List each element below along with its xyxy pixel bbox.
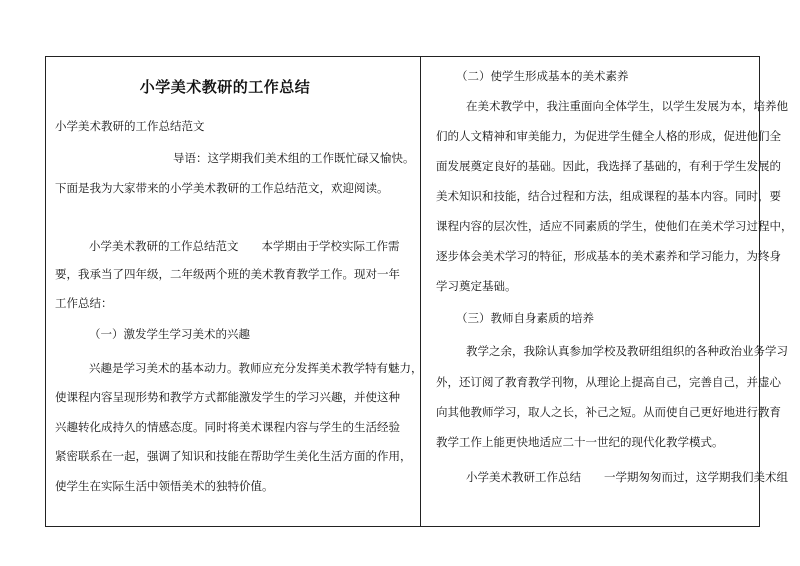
para2-line-3: 兴趣转化成持久的情感态度。同时将美术课程内容与学生的生活经验 [55, 420, 400, 434]
para5-line-1: 小学美术教研工作总结 一学期匆匆而过，这学期我们美术组 [466, 470, 788, 484]
intro-line-2: 下面是我为大家带来的小学美术教研的工作总结范文，欢迎阅读。 [55, 181, 389, 195]
intro-line-1: 导语：这学期我们美术组的工作既忙碌又愉快。 [173, 151, 415, 165]
para3-line-6: 逐步体会美术学习的特征，形成基本的美术素养和学习能力，为终身 [436, 249, 781, 263]
heading-1: （一）激发学生学习美术的兴趣 [89, 327, 250, 341]
heading-3: （三）教师自身素质的培养 [456, 311, 594, 325]
para3-line-5: 课程内容的层次性，适应不同素质的学生，使他们在美术学习过程中， [436, 219, 793, 233]
para4-line-1: 教学之余，我除认真参加学校及教研组组织的各种政治业务学习 [466, 344, 788, 358]
para2-line-2: 使课程内容呈现形势和教学方式都能激发学生的学习兴趣，并使这种 [55, 390, 400, 404]
para4-line-2: 外，还订阅了教育教学刊物，从理论上提高自己，完善自己，并虚心 [436, 375, 781, 389]
para4-line-3: 向其他教师学习，取人之长，补己之短。从而使自己更好地进行教育 [436, 405, 781, 419]
para3-line-1: 在美术教学中，我注重面向全体学生，以学生发展为本，培养他 [466, 99, 788, 113]
para1-line-2: 要，我承当了四年级，二年级两个班的美术教育教学工作。现对一年 [55, 267, 400, 281]
subtitle: 小学美术教研的工作总结范文 [55, 119, 205, 133]
para3-line-2: 们的人文精神和审美能力，为促进学生健全人格的形成，促进他们全 [436, 129, 781, 143]
para3-line-7: 学习奠定基础。 [436, 279, 517, 293]
column-divider [420, 56, 421, 527]
para3-line-4: 美术知识和技能，结合过程和方法，组成课程的基本内容。同时，要 [436, 189, 781, 203]
para1-line-1: 小学美术教研的工作总结范文 本学期由于学校实际工作需 [89, 239, 400, 253]
para2-line-4: 紧密联系在一起，强调了知识和技能在帮助学生美化生活方面的作用， [55, 449, 412, 463]
heading-2: （二）使学生形成基本的美术素养 [456, 69, 629, 83]
para2-line-1: 兴趣是学习美术的基本动力。教师应充分发挥美术教学特有魅力， [89, 361, 423, 375]
para3-line-3: 面发展奠定良好的基础。因此，我选择了基础的，有利于学生发展的 [436, 159, 781, 173]
document-title: 小学美术教研的工作总结 [139, 78, 311, 96]
para4-line-4: 教学工作上能更快地适应二十一世纪的现代化教学模式。 [436, 435, 724, 449]
para2-line-5: 使学生在实际生活中领悟美术的独特价值。 [55, 479, 274, 493]
para1-line-3: 工作总结： [55, 296, 113, 310]
